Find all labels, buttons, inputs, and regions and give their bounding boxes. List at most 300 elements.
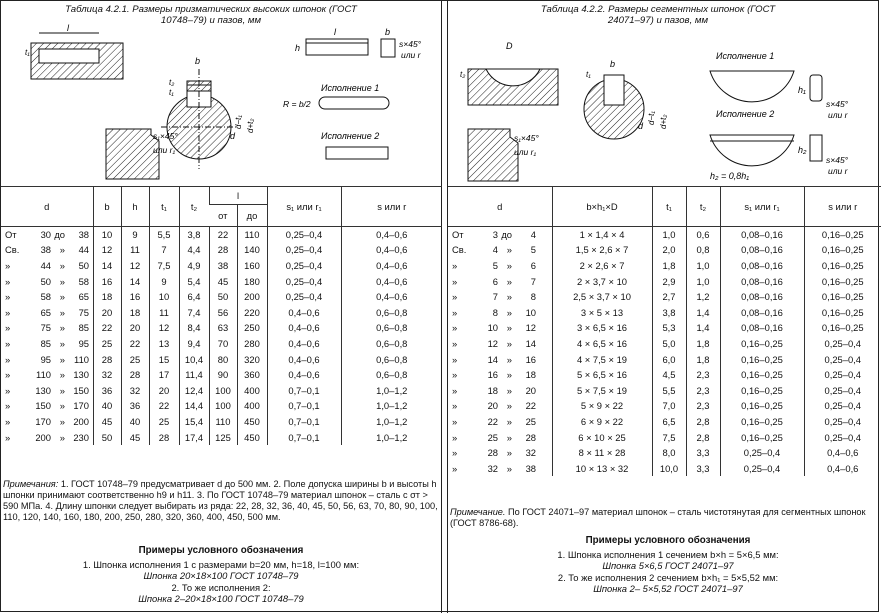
variant1-end-view — [810, 75, 822, 101]
table-cell: 11,4 — [179, 367, 209, 383]
table-cell: 5 × 7,5 × 19 — [552, 382, 652, 398]
table-cell: 17,4 — [179, 429, 209, 445]
diameter-range-cell — [1, 289, 93, 305]
range-part: » — [59, 400, 65, 412]
table-cell: 8,4 — [179, 320, 209, 336]
range-part: » — [59, 244, 65, 256]
table-cell: 5,5 — [652, 382, 686, 398]
table-cell: 0,4–0,6 — [267, 351, 341, 367]
range-part: до — [501, 229, 512, 241]
table-cell: 2,3 — [686, 398, 720, 414]
table-cell: 45 — [93, 414, 121, 430]
dim-t2-label: t₂ — [460, 70, 466, 79]
range-part: » — [452, 415, 458, 427]
table-cell: 1,0–1,2 — [341, 429, 442, 445]
range-part: » — [506, 306, 512, 318]
diameter-range-cell — [448, 227, 552, 243]
table-cell: 4 × 6,5 × 16 — [552, 336, 652, 352]
table-cell: 4 × 7,5 × 19 — [552, 351, 652, 367]
table-row — [448, 445, 881, 461]
table-cell: 90 — [209, 367, 237, 383]
range-part: » — [506, 337, 512, 349]
table-cell: 0,4–0,6 — [804, 460, 881, 476]
table-caption: Таблица 4.2.1. Размеры призматических высоких шпонок (ГОСТ 10748–79) и пазов, мм — [65, 4, 357, 26]
range-part: » — [59, 384, 65, 396]
table-cell: 2,0 — [652, 242, 686, 258]
range-part: » — [506, 400, 512, 412]
table-cell: 0,16–0,25 — [804, 304, 881, 320]
table-cell: 6 × 10 × 25 — [552, 429, 652, 445]
table-cell: 32 — [93, 367, 121, 383]
dim-t1b-label: t₁ — [169, 88, 174, 97]
table-cell: 1,4 — [686, 304, 720, 320]
diameter-range-cell — [448, 429, 552, 445]
table-row — [448, 382, 881, 398]
table-cell: 10 — [93, 227, 121, 243]
dim-dt2-label: d+t₂ — [659, 114, 668, 129]
range-part: Св. — [5, 244, 20, 256]
range-part: 7 — [530, 275, 536, 287]
dim-b-label: b — [195, 56, 201, 66]
notes-text: По ГОСТ 24071–97 материал шпонок – сталь чистотянутая для сегментных шпонок (ГОСТ 8786-68). — [450, 507, 866, 528]
range-part: » — [452, 306, 458, 318]
header-s1: s₁ или r₁ — [267, 187, 341, 227]
left-dimension-table — [1, 186, 442, 445]
range-part: 7 — [492, 291, 498, 303]
table-row — [448, 320, 881, 336]
example-1-code: Шпонка 5×6,5 ГОСТ 24071–97 — [602, 560, 734, 571]
diameter-range-cell — [448, 460, 552, 476]
diameter-range-cell — [1, 320, 93, 336]
table-cell: 0,25–0,4 — [267, 289, 341, 305]
dim-dt1-label: d−t₁ — [647, 111, 656, 125]
diameter-range-cell — [448, 382, 552, 398]
table-cell: 3 × 5 × 13 — [552, 304, 652, 320]
range-part: 75 — [78, 306, 89, 318]
table-cell: 12 — [121, 258, 149, 274]
range-part: » — [5, 259, 11, 271]
table-cell: 36 — [121, 398, 149, 414]
range-part: » — [452, 384, 458, 396]
range-part: 28 — [525, 431, 536, 443]
radius-label: R = b/2 — [283, 99, 311, 109]
range-part: » — [506, 353, 512, 365]
range-part: 14 — [487, 353, 498, 365]
example-2-code: Шпонка 2–20×18×100 ГОСТ 10748–79 — [138, 593, 304, 604]
table-row — [1, 429, 442, 445]
table-cell: 360 — [237, 367, 267, 383]
range-part: 110 — [36, 369, 51, 381]
table-cell: 125 — [209, 429, 237, 445]
table-cell: 4,9 — [179, 258, 209, 274]
table-cell: 400 — [237, 398, 267, 414]
table-row — [1, 273, 442, 289]
right-notes — [450, 507, 879, 529]
range-part: » — [5, 322, 11, 334]
table-cell: 12,4 — [179, 382, 209, 398]
table-row — [1, 242, 442, 258]
table-row — [1, 289, 442, 305]
table-cell: 1,0 — [686, 273, 720, 289]
header-s: s или r — [804, 187, 881, 227]
table-cell: 0,16–0,25 — [804, 289, 881, 305]
range-part: 25 — [487, 431, 498, 443]
table-cell: 220 — [237, 304, 267, 320]
table-cell: 2,9 — [652, 273, 686, 289]
header-l-to: до — [237, 205, 267, 227]
table-cell: 0,25–0,4 — [267, 258, 341, 274]
table-cell: 1,8 — [652, 258, 686, 274]
notes-label: Примечание. — [450, 507, 506, 517]
range-part: 5 — [530, 244, 536, 256]
table-cell: 6 × 9 × 22 — [552, 414, 652, 430]
table-cell: 10,0 — [652, 460, 686, 476]
table-cell: 7 — [149, 242, 179, 258]
examples-title: Примеры условного обозначения — [585, 535, 751, 546]
diameter-range-cell — [448, 398, 552, 414]
table-cell: 25 — [121, 351, 149, 367]
table-row — [448, 304, 881, 320]
table-cell: 70 — [209, 336, 237, 352]
table-cell: 0,25–0,4 — [804, 382, 881, 398]
range-part: 38 — [525, 462, 536, 474]
table-cell: 0,08–0,16 — [720, 320, 804, 336]
table-cell: 0,8 — [686, 242, 720, 258]
table-cell: 56 — [209, 304, 237, 320]
table-cell: 0,16–0,25 — [804, 227, 881, 243]
table-row — [448, 227, 881, 243]
range-part: » — [59, 306, 65, 318]
chamfer1-label: s₁×45° — [153, 131, 178, 141]
range-part: 44 — [40, 259, 51, 271]
range-part: 58 — [40, 291, 51, 303]
table-cell: 0,6–0,8 — [341, 367, 442, 383]
table-caption: Таблица 4.2.2. Размеры сегментных шпонок (ГОСТ 24071–97) и пазов, мм — [540, 4, 776, 26]
diameter-range-cell — [1, 367, 93, 383]
table-cell: 22 — [121, 336, 149, 352]
diameter-range-cell — [448, 336, 552, 352]
notes-text: 1. ГОСТ 10748–79 предусматривает d до 500 мм. 2. Поле допуска ширины b и высоты h шпонки принимают соответственно h9 и h11. 3. По ГОСТ 10748–79 материал шпонок – сталь с σт > 590 МПа. 4. Длину шпонки следует выбирать из ряда: 22, 28, 32, 36, 40, 45, 50, 56, 63, 70, 80, 90, 100, 110, 120, 140, 160, 180, 200, 250, 280, 320, 360, 400, 450, 500 мм. — [3, 479, 438, 522]
table-cell: 22 — [149, 398, 179, 414]
table-cell: 0,7–0,1 — [267, 382, 341, 398]
table-cell: 0,6–0,8 — [341, 304, 442, 320]
range-part: 150 — [35, 400, 51, 412]
table-cell: 0,08–0,16 — [720, 289, 804, 305]
table-cell: 3,8 — [179, 227, 209, 243]
table-cell: 450 — [237, 414, 267, 430]
table-cell: 0,25–0,4 — [804, 429, 881, 445]
example-1: 1. Шпонка исполнения 1 сечением b×h = 5×6,5 мм: — [557, 548, 779, 560]
range-part: 85 — [78, 322, 89, 334]
left-examples — [21, 545, 421, 605]
table-cell: 50 — [209, 289, 237, 305]
table-cell: 2,3 — [686, 367, 720, 383]
table-cell: 7,5 — [652, 429, 686, 445]
key-slot — [39, 49, 99, 63]
range-part: » — [59, 259, 65, 271]
range-part: 10 — [487, 322, 498, 334]
examples-title: Примеры условного обозначения — [138, 545, 304, 556]
table-cell: 1,0–1,2 — [341, 382, 442, 398]
example-1-code: Шпонка 20×18×100 ГОСТ 10748–79 — [143, 570, 299, 581]
table-cell: 110 — [209, 414, 237, 430]
example-2: 2. То же исполнения 2: — [171, 581, 271, 593]
range-part: 32 — [487, 462, 498, 474]
diameter-range-cell — [1, 382, 93, 398]
header-s: s или r — [341, 187, 442, 227]
variant2-end-view — [810, 135, 822, 161]
example-2: 2. То же исполнения 2 сечением b×h₁ = 5×5,52 мм: — [557, 571, 779, 583]
range-part: » — [5, 369, 11, 381]
table-cell: 28 — [149, 429, 179, 445]
table-row — [448, 429, 881, 445]
table-cell: 6,0 — [652, 351, 686, 367]
table-cell: 38 — [209, 258, 237, 274]
dim-b-label: b — [610, 59, 616, 69]
table-cell: 2,7 — [652, 289, 686, 305]
range-part: 65 — [40, 306, 51, 318]
table-cell: 3,8 — [652, 304, 686, 320]
range-part: » — [506, 447, 512, 459]
range-part: 18 — [525, 369, 536, 381]
range-part: » — [59, 369, 65, 381]
table-cell: 0,6–0,8 — [341, 351, 442, 367]
chamfer-label: s×45° — [399, 39, 422, 49]
table-cell: 0,25–0,4 — [267, 273, 341, 289]
table-cell: 0,08–0,16 — [720, 258, 804, 274]
diameter-range-cell — [1, 273, 93, 289]
variant2-label: Исполнение 2 — [321, 131, 380, 141]
table-cell: 6,5 — [652, 414, 686, 430]
table-cell: 12 — [93, 242, 121, 258]
table-cell: 0,4–0,6 — [341, 242, 442, 258]
range-part: 3 — [492, 229, 498, 241]
table-cell: 0,16–0,25 — [720, 336, 804, 352]
table-cell: 200 — [237, 289, 267, 305]
table-cell: 0,16–0,25 — [720, 429, 804, 445]
table-cell: 10 — [149, 289, 179, 305]
dim-d-label: d — [638, 121, 644, 131]
table-cell: 18 — [121, 304, 149, 320]
chamfer1-label: s₁×45° — [514, 133, 539, 143]
table-cell: 16 — [121, 289, 149, 305]
corner-detail — [106, 129, 159, 179]
table-cell: 1,8 — [686, 351, 720, 367]
dim-d-label: d — [230, 131, 236, 141]
range-part: 4 — [530, 229, 536, 241]
diameter-range-cell — [448, 242, 552, 258]
range-part: 8 — [492, 306, 498, 318]
diameter-range-cell — [1, 429, 93, 445]
range-part: » — [452, 337, 458, 349]
range-part: Св. — [452, 244, 467, 256]
range-part: 22 — [525, 400, 536, 412]
range-part: » — [506, 244, 512, 256]
table-row — [448, 414, 881, 430]
range-part: » — [506, 275, 512, 287]
table-cell: 0,25–0,4 — [804, 414, 881, 430]
range-part: 85 — [40, 337, 51, 349]
table-cell: 3,3 — [686, 460, 720, 476]
range-part: » — [506, 431, 512, 443]
range-part: 12 — [525, 322, 536, 334]
table-cell: 0,4–0,6 — [341, 258, 442, 274]
table-row — [1, 227, 442, 243]
variant1-key — [319, 97, 389, 109]
table-row — [448, 460, 881, 476]
table-cell: 11 — [121, 242, 149, 258]
notes-label: Примечания: — [3, 479, 59, 489]
table-cell: 14,4 — [179, 398, 209, 414]
table-row — [1, 351, 442, 367]
range-part: » — [59, 415, 65, 427]
range-part: 38 — [40, 244, 51, 256]
dim-h2-label: h₂ — [798, 145, 807, 155]
range-part: » — [452, 322, 458, 334]
table-cell: 28 — [121, 367, 149, 383]
chamfer1-or-label: или r₁ — [153, 145, 176, 155]
table-row — [448, 289, 881, 305]
chamfer-label: s×45° — [826, 99, 849, 109]
range-part: 6 — [530, 259, 536, 271]
range-part: » — [506, 259, 512, 271]
table-cell: 3,3 — [686, 445, 720, 461]
table-cell: 0,4–0,6 — [267, 367, 341, 383]
range-part: 5 — [492, 259, 498, 271]
header-t2: t₂ — [179, 187, 209, 227]
table-cell: 0,16–0,25 — [804, 242, 881, 258]
table-cell: 20 — [121, 320, 149, 336]
range-part: 16 — [525, 353, 536, 365]
table-cell: 0,7–0,1 — [267, 414, 341, 430]
table-cell: 1,0 — [652, 227, 686, 243]
dim-dt2-label: d+t₂ — [246, 118, 255, 133]
table-cell: 9 — [149, 273, 179, 289]
table-cell: 10,4 — [179, 351, 209, 367]
table-cell: 63 — [209, 320, 237, 336]
table-cell: 9 — [121, 227, 149, 243]
table-cell: 3 × 6,5 × 16 — [552, 320, 652, 336]
table-cell: 16 — [93, 273, 121, 289]
table-row — [1, 398, 442, 414]
table-cell: 2,5 × 3,7 × 10 — [552, 289, 652, 305]
range-part: » — [5, 384, 11, 396]
table-4-2-2-panel — [447, 1, 880, 613]
segment-key-drawing — [448, 29, 881, 185]
example-2-code: Шпонка 2– 5×5,52 ГОСТ 24071–97 — [593, 583, 743, 594]
range-part: 28 — [487, 447, 498, 459]
range-part: » — [506, 415, 512, 427]
diameter-range-cell — [448, 351, 552, 367]
table-cell: 14 — [121, 273, 149, 289]
range-part: 14 — [525, 337, 536, 349]
range-part: » — [452, 447, 458, 459]
table-cell: 320 — [237, 351, 267, 367]
table-cell: 0,08–0,16 — [720, 304, 804, 320]
range-part: 32 — [525, 447, 536, 459]
table-cell: 0,6 — [686, 227, 720, 243]
table-4-2-1-panel — [1, 1, 442, 613]
table-cell: 160 — [237, 258, 267, 274]
table-cell: 5,4 — [179, 273, 209, 289]
range-part: 50 — [40, 275, 51, 287]
table-cell: 40 — [121, 414, 149, 430]
range-part: » — [5, 275, 11, 287]
range-part: до — [54, 229, 65, 241]
range-part: 20 — [525, 384, 536, 396]
right-dimension-table — [448, 186, 881, 476]
table-cell: 0,16–0,25 — [720, 398, 804, 414]
header-t1: t₁ — [149, 187, 179, 227]
table-cell: 25 — [149, 414, 179, 430]
table-row — [1, 304, 442, 320]
key-end-view — [381, 39, 395, 57]
table-row — [448, 398, 881, 414]
table-cell: 5,0 — [652, 336, 686, 352]
table-cell: 5 × 9 × 22 — [552, 398, 652, 414]
diameter-range-cell — [1, 351, 93, 367]
range-part: » — [59, 353, 65, 365]
table-cell: 20 — [149, 382, 179, 398]
dim-l-label: l — [67, 23, 69, 33]
table-cell: 1,0 — [686, 258, 720, 274]
table-cell: 280 — [237, 336, 267, 352]
range-part: » — [452, 369, 458, 381]
table-cell: 7,5 — [149, 258, 179, 274]
chamfer2-label: s×45° — [826, 155, 849, 165]
range-part: » — [5, 306, 11, 318]
range-part: 18 — [487, 384, 498, 396]
range-part: 65 — [78, 291, 89, 303]
dim-dt1-label: d−t₁ — [234, 115, 243, 129]
table-cell: 0,16–0,25 — [804, 273, 881, 289]
range-part: 10 — [525, 306, 536, 318]
table-cell: 14 — [93, 258, 121, 274]
key-dim-l-label: l — [334, 27, 336, 37]
range-part: От — [5, 229, 17, 241]
table-cell: 0,6–0,8 — [341, 336, 442, 352]
dim-D-label: D — [506, 41, 513, 51]
table-cell: 13 — [149, 336, 179, 352]
cross-section-key — [604, 75, 624, 105]
table-cell: 32 — [121, 382, 149, 398]
header-d: d — [1, 187, 93, 227]
table-row — [448, 242, 881, 258]
range-part: 20 — [487, 400, 498, 412]
table-cell: 0,4–0,6 — [341, 289, 442, 305]
diameter-range-cell — [1, 398, 93, 414]
range-part: 30 — [40, 229, 51, 241]
table-cell: 45 — [209, 273, 237, 289]
table-cell: 45 — [121, 429, 149, 445]
table-cell: 17 — [149, 367, 179, 383]
table-row — [448, 273, 881, 289]
header-bhD: b×h₁×D — [552, 187, 652, 227]
range-part: 4 — [492, 244, 498, 256]
table-cell: 20 — [93, 304, 121, 320]
table-cell: 0,25–0,4 — [804, 351, 881, 367]
dim-h1-label: h₁ — [798, 85, 806, 95]
dim-t1-label: t₁ — [25, 48, 30, 57]
key-dim-b-label: b — [385, 27, 391, 37]
table-cell: 2,3 — [686, 382, 720, 398]
range-part: » — [506, 462, 512, 474]
table-row — [1, 320, 442, 336]
table-cell: 0,7–0,1 — [267, 429, 341, 445]
table-cell: 18 — [93, 289, 121, 305]
range-part: 6 — [492, 275, 498, 287]
table-cell: 28 — [209, 242, 237, 258]
